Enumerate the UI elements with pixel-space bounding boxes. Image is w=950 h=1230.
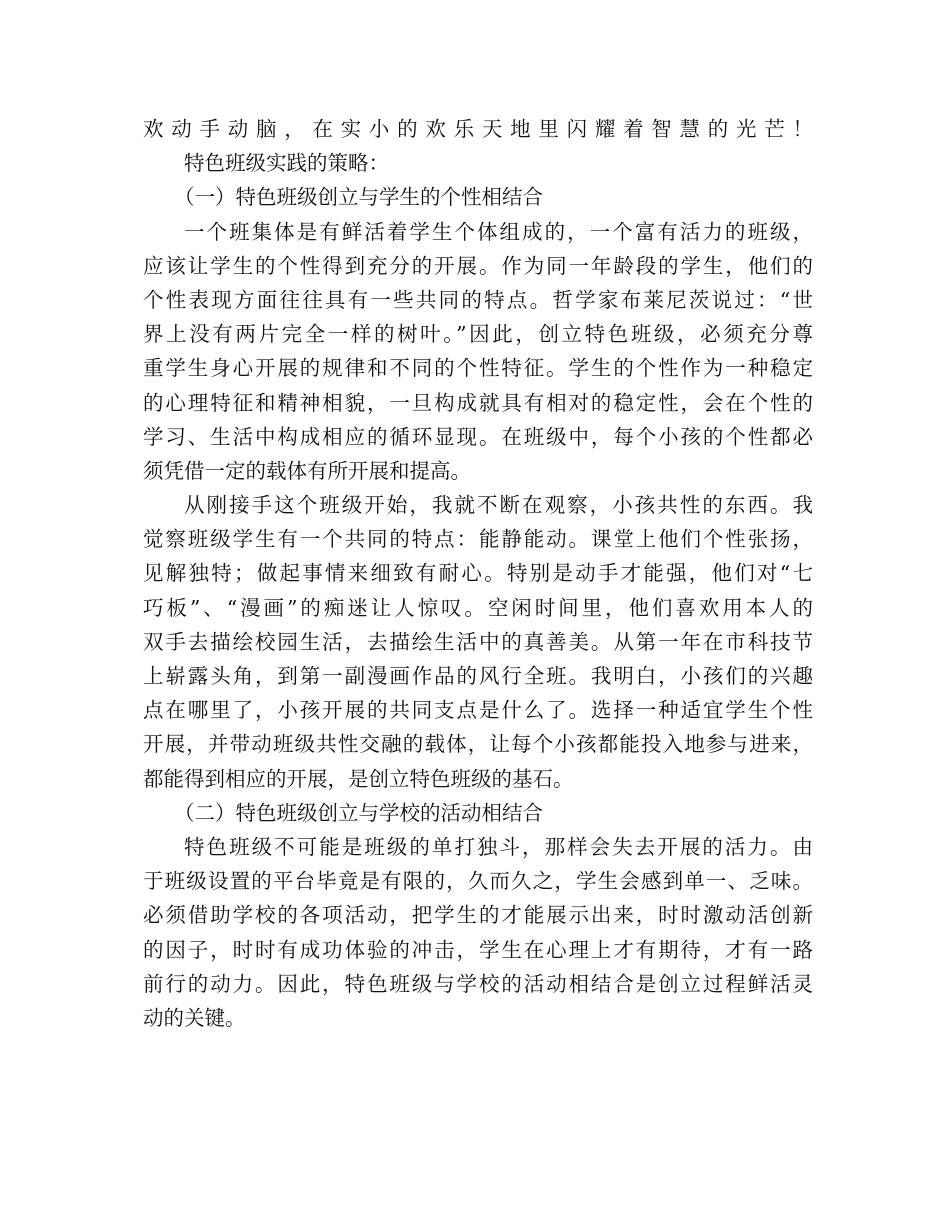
paragraph-line: 的心理特征和精神相貌，一旦构成就具有相对的稳定性，会在个性的 — [143, 390, 813, 415]
paragraph-line: 必须借助学校的各项活动，把学生的才能展示出来，时时激动活创新 — [143, 903, 813, 928]
paragraph-line: 巧板”、“漫画”的痴迷让人惊叹。空闲时间里，他们喜欢用本人的 — [143, 595, 813, 620]
paragraph-line: 上崭露头角，到第一副漫画作品的风行全班。我明白，小孩们的兴趣 — [143, 664, 813, 688]
section-heading: （一）特色班级创立与学生的个性相结合 — [174, 185, 543, 210]
paragraph-line: 都能得到相应的开展，是创立特色班级的基石。 — [143, 766, 574, 791]
document-body — [143, 112, 813, 1035]
paragraph-line: 于班级设置的平台毕竟是有限的，久而久之，学生会感到单一、乏味。 — [143, 869, 813, 894]
paragraph-line: 特色班级不可能是班级的单打独斗，那样会失去开展的活力。由 — [184, 834, 813, 859]
paragraph-line: 从刚接手这个班级开始，我就不断在观察，小孩共性的东西。我 — [184, 493, 813, 518]
section-heading: （二）特色班级创立与学校的活动相结合 — [174, 800, 543, 825]
section-intro: 特色班级实践的策略： — [184, 151, 389, 176]
paragraph-line: 重学生身心开展的规律和不同的个性特征。学生的个性作为一种稳定 — [143, 356, 813, 381]
paragraph-line: 应该让学生的个性得到充分的开展。作为同一年龄段的学生，他们的 — [143, 253, 813, 278]
paragraph-line: 点在哪里了，小孩开展的共同支点是什么了。选择一种适宜学生个性 — [143, 698, 813, 723]
paragraph-line: 欢动手动脑，在实小的欢乐天地里闪耀着智慧的光芒！ — [143, 117, 813, 141]
paragraph-line: 觉察班级学生有一个共同的特点：能静能动。课堂上他们个性张扬， — [143, 527, 813, 552]
paragraph-line: 动的关键。 — [143, 1005, 246, 1030]
paragraph-line: 开展，并带动班级共性交融的载体，让每个小孩都能投入地参与进来， — [143, 732, 813, 757]
paragraph-line: 双手去描绘校园生活，去描绘生活中的真善美。从第一年在市科技节 — [143, 629, 813, 654]
paragraph-line: 须凭借一定的载体有所开展和提高。 — [143, 458, 471, 483]
paragraph-line: 前行的动力。因此，特色班级与学校的活动相结合是创立过程鲜活灵 — [143, 971, 813, 996]
paragraph-line: 个性表现方面往往具有一些共同的特点。哲学家布莱尼茨说过：“世 — [143, 287, 813, 312]
paragraph-line: 学习、生活中构成相应的循环显现。在班级中，每个小孩的个性都必 — [143, 424, 813, 449]
paragraph-line: 一个班集体是有鲜活着学生个体组成的，一个富有活力的班级， — [184, 219, 813, 244]
paragraph-line: 界上没有两片完全一样的树叶。”因此，创立特色班级，必须充分尊 — [143, 322, 813, 347]
paragraph-line: 见解独特；做起事情来细致有耐心。特别是动手才能强，他们对“七 — [143, 561, 813, 586]
paragraph-line: 的因子，时时有成功体验的冲击，学生在心理上才有期待，才有一路 — [143, 937, 813, 962]
